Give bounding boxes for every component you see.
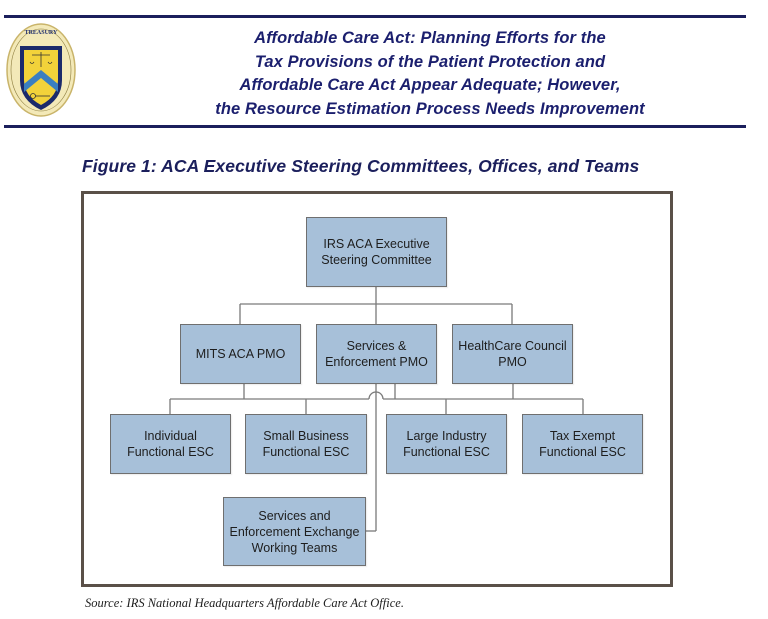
report-title-line: the Resource Estimation Process Needs Improvement <box>215 99 645 118</box>
node-label: Large Industry <box>406 429 487 443</box>
node-label: Small Business <box>263 429 349 443</box>
org-node-mits-aca-pmo <box>180 324 301 384</box>
node-label: Functional ESC <box>127 445 214 459</box>
org-node-small-business-esc <box>245 414 367 474</box>
node-label: Enforcement Exchange <box>229 524 360 539</box>
report-title-line: Affordable Care Act Appear Adequate; However, <box>239 76 621 94</box>
figure-source-note: Source: IRS National Headquarters Affordable Care Act Office. <box>85 596 404 610</box>
node-label: Services and <box>258 508 331 523</box>
org-node-irs-aca-esc <box>306 217 447 287</box>
org-node-large-industry-esc <box>386 414 507 474</box>
node-label: Steering Committee <box>321 253 432 267</box>
node-label: Enforcement PMO <box>325 355 428 369</box>
node-label: Functional ESC <box>262 445 350 459</box>
node-label: Functional ESC <box>403 445 490 459</box>
report-title-line: Tax Provisions of the Patient Protection and <box>254 52 606 71</box>
node-label: PMO <box>498 355 527 369</box>
org-node-services-enforcement-pmo <box>316 324 437 384</box>
org-node-exchange-working-teams <box>223 497 366 566</box>
org-node-individual-esc <box>110 414 231 474</box>
node-label: Services & <box>346 339 407 353</box>
node-label: Working Teams <box>251 540 338 555</box>
node-label: Tax Exempt <box>549 429 616 443</box>
node-label: MITS ACA PMO <box>195 347 286 361</box>
org-node-tax-exempt-esc <box>522 414 643 474</box>
node-label: Individual <box>144 429 197 443</box>
report-title-line: Affordable Care Act: Planning Efforts for the <box>254 29 606 47</box>
node-label: HealthCare Council <box>458 339 567 353</box>
svg-text:TREASURY: TREASURY <box>24 30 58 36</box>
node-label: Functional ESC <box>539 445 626 459</box>
org-node-healthcare-council-pmo <box>452 324 573 384</box>
figure-title: Figure 1: ACA Executive Steering Committees, Offices, and Teams <box>82 156 640 176</box>
node-label: IRS ACA Executive <box>323 237 430 251</box>
